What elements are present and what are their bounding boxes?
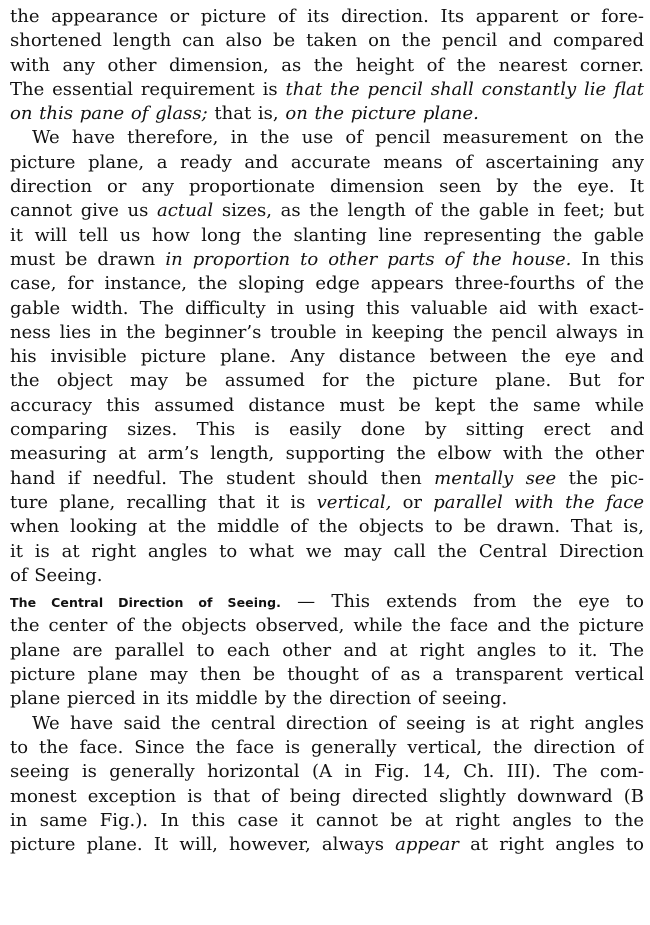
text-run: the pic- <box>556 467 644 489</box>
text-line: We have therefore, in the use of pencil measurement on the <box>32 127 644 149</box>
text-line <box>10 248 644 272</box>
text-line: accuracy this assumed distance must be kept the same while <box>10 394 644 416</box>
paragraph-1 <box>10 5 644 126</box>
text-line: direction or any proportionate dimension seen by the eye. It <box>10 176 644 198</box>
paragraph-2 <box>10 126 644 588</box>
text-run: ture plane, recalling that it is <box>10 491 317 513</box>
text-line: in same Fig.). In this case it cannot be at right angles to the <box>10 809 644 831</box>
emphasis: on this pane of glass; <box>10 103 208 125</box>
text-line: it is at right angles to what we may call the Central Direction <box>10 540 644 562</box>
text-line <box>10 102 644 126</box>
text-line: the appearance or picture of its direction. Its apparent or fore- <box>10 6 644 27</box>
text-line <box>10 78 644 102</box>
paragraph-3 <box>10 590 644 711</box>
text-run: at right angles to <box>458 834 644 856</box>
text-line: it will tell us how long the slanting line representing the gable <box>10 224 644 246</box>
text-line <box>10 199 644 223</box>
emphasis: in proportion to other parts of the house. <box>165 248 572 270</box>
text-line: gable width. The difficulty in using this valuable aid with exact- <box>10 297 644 319</box>
text-line: plane pierced in its middle by the direction of seeing. <box>10 688 508 710</box>
text-line: of Seeing. <box>10 564 103 586</box>
paragraph-4 <box>10 712 644 858</box>
text-run: hand if needful. The student should then <box>10 467 435 489</box>
text-run: — This extends from the eye to <box>281 591 644 613</box>
emphasis: on the picture plane. <box>285 103 479 125</box>
text-run: that is, <box>207 103 286 125</box>
emphasis: mentally see <box>434 467 557 489</box>
text-run: must be drawn <box>10 248 166 270</box>
text-line <box>10 590 644 614</box>
text-line <box>10 491 644 515</box>
text-run: In this <box>571 248 644 270</box>
emphasis: parallel with the face <box>433 491 644 513</box>
text-line: shortened length can also be taken on the pencil and compared <box>10 30 644 52</box>
text-line <box>10 833 644 857</box>
emphasis: appear <box>395 834 459 856</box>
emphasis: actual <box>157 200 214 222</box>
text-line: ness lies in the beginner’s trouble in keeping the pencil always in <box>10 321 644 343</box>
text-line: We have said the central direction of seeing is at right angles <box>32 712 644 734</box>
text-line: to the face. Since the face is generally vertical, the direction of <box>10 736 644 758</box>
text-line: seeing is generally horizontal (A in Fig. 14, Ch. III). The com- <box>10 761 644 783</box>
text-line: his invisible picture plane. Any distance between the eye and <box>10 346 644 368</box>
text-run: cannot give us <box>10 200 158 222</box>
emphasis: vertical, <box>316 491 392 513</box>
text-line: plane are parallel to each other and at right angles to it. The <box>10 639 644 661</box>
text-line <box>10 467 644 491</box>
text-line: measuring at arm’s length, supporting the elbow with the other <box>10 443 644 465</box>
text-line: with any other dimension, as the height of the nearest corner. <box>10 54 644 76</box>
text-run: The essential requirement is <box>10 78 286 100</box>
text-line: case, for instance, the sloping edge appears three-fourths of the <box>10 273 644 295</box>
text-line: when looking at the middle of the objects to be drawn. That is, <box>10 516 644 538</box>
text-run: or <box>391 491 434 513</box>
emphasis: that the pencil shall constantly lie flat <box>285 78 644 100</box>
text-line: picture plane, a ready and accurate means of ascertaining any <box>10 151 644 173</box>
text-line: picture plane may then be thought of as a transparent vertical <box>10 664 644 686</box>
page-text <box>10 5 644 857</box>
text-run: picture plane. It will, however, always <box>10 834 396 856</box>
text-run: sizes, as the length of the gable in feet; but <box>213 200 644 222</box>
text-line: the object may be assumed for the picture plane. But for <box>10 370 644 392</box>
text-line: comparing sizes. This is easily done by sitting erect and <box>10 419 644 441</box>
text-line: the center of the objects observed, while the face and the picture <box>10 615 644 637</box>
section-heading: The Central Direction of Seeing. <box>10 595 282 611</box>
text-line: monest exception is that of being directed slightly downward (B <box>10 785 644 807</box>
